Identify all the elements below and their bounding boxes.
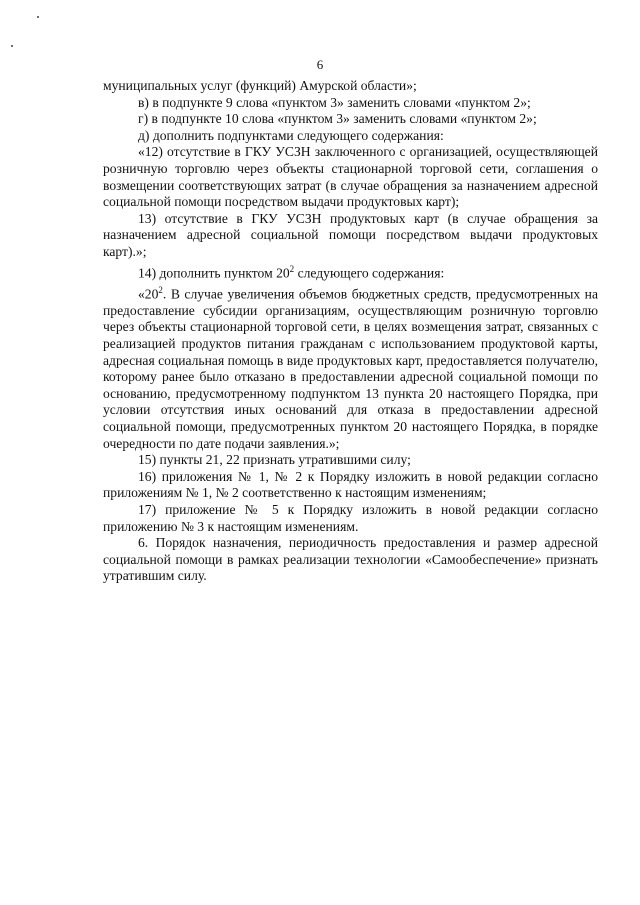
text-line: муниципальных услуг (функций) Амурской области»; (103, 78, 417, 93)
scan-speck (37, 16, 39, 18)
paragraph-17: 17) приложение № 5 к Порядку изложить в новой редакции согласно приложению № 3 к настоящим изменениям. (103, 501, 598, 534)
text-line: г) в подпункте 10 слова «пунктом 3» заменить словами «пунктом 2»; (138, 111, 537, 127)
document-body (103, 78, 598, 585)
superscript: 2 (158, 284, 163, 295)
text-part: следующего содержания: (294, 265, 445, 281)
paragraph-13: 13) отсутствие в ГКУ УСЗН продуктовых карт (в случае обращения за назначением адресной социальной помощи посредством выдачи продуктовых карт).»; (103, 210, 598, 259)
superscript: 2 (289, 263, 295, 274)
paragraph-16: 16) приложения № 1, № 2 к Порядку изложить в новой редакции согласно приложениям № 1, № 2 соответственно к настоящим изменениям; (103, 468, 598, 501)
text-line: 15) пункты 21, 22 признать утратившими силу; (138, 452, 411, 468)
text-line: в) в подпункте 9 слова «пунктом 3» заменить словами «пунктом 2»; (138, 94, 531, 110)
page-number: 6 (316, 57, 324, 72)
scan-speck (11, 45, 13, 47)
text-part: «20 (138, 286, 159, 302)
paragraph-6: 6. Порядок назначения, периодичность предоставления и размер адресной социальной помощи в рамках реализации технологии «Самообеспечение» признать утратившим силу. (103, 535, 598, 584)
paragraph-12: «12) отсутствие в ГКУ УСЗН заключенного с организацией, осуществляющей розничную торговлю через объекты стационарной торговой сети, соглашения о возмещении соответствующих затрат (в случае обращения за назначением адресной социальной помощи посредством выдачи продуктовых карт); (103, 144, 598, 210)
text-part: . В случае увеличения объемов бюджетных средств, предусмотренных на предоставление субсидии организациям, осуществляющим розничную торговлю через объекты стационарной торговой сети, в целях возмещения затрат, связанных с реализацией продуктов питания гражданам с использованием продуктовой карты, адресная социальная помощь в виде продуктовых карт, предоставляется получателю, которому ранее было отказано в предоставлении адресной социальной помощи по основанию, предусмотренному подпунктом 13 пункта 20 настоящего Порядка, при условии отсутствия иных оснований для отказа в предоставлении адресной социальной помощи, предусмотренных пунктом 20 настоящего Порядка, в порядке очередности по дате подачи заявления.»; (103, 286, 598, 451)
text-line: д) дополнить подпунктами следующего содержания: (138, 127, 444, 143)
paragraph-20-2 (103, 282, 598, 452)
text-line-14 (103, 261, 598, 282)
text-part: 14) дополнить пунктом 20 (138, 265, 290, 281)
